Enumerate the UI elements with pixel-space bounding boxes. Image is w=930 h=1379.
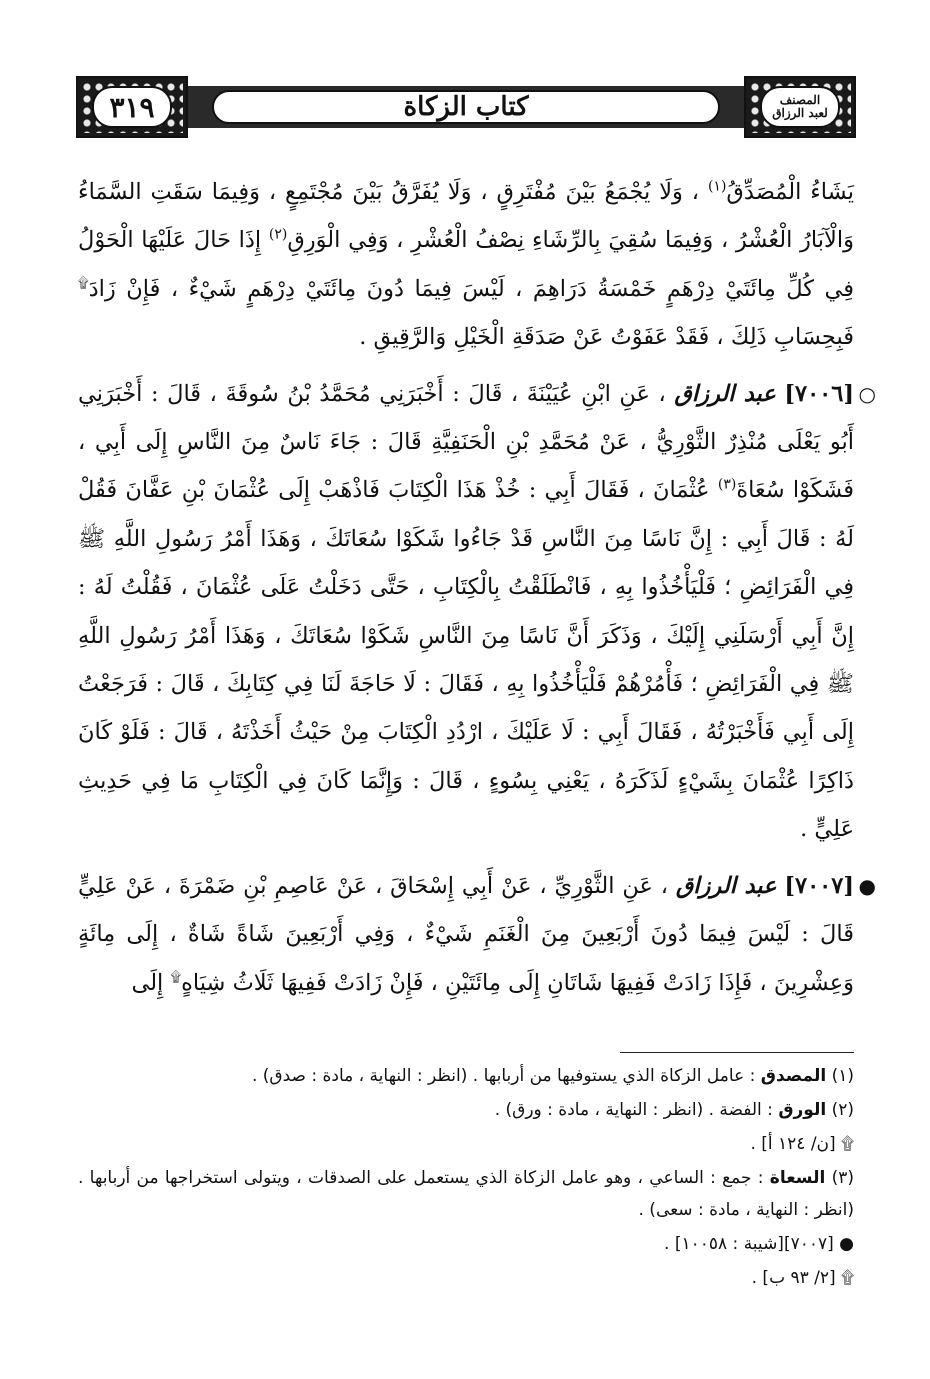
text-segment: عُثْمَانَ ، فَقَالَ أَبِي : خُذْ هَذَا الْكِتَابَ فَاذْهَبْ إِلَى عُثْمَانَ بْنِ عَفَّانَ فَقُلْ لَهُ : قَالَ أَبِي : إِنَّ نَاسًا مِنَ النَّاسِ قَدْ جَاءُوا شَكَوْا سُعَاتَكَ ، وَهَذَا أَمْرُ رَسُولِ اللَّهِ ﷺ فِي الْفَرَائِضِ ؛ فَلْيَأْخُذُوا بِهِ ، فَانْطَلَقْتُ بِالْكِتَابِ ، حَتَّى دَخَلْتُ عَلَى عُثْمَانَ ، فَقُلْتُ لَهُ : إِنَّ أَبِي أَرْسَلَنِي إِلَيْكَ ، وَذَكَرَ أَنَّ نَاسًا مِنَ النَّاسِ شَكَوْا سُعَاتَكَ ، وَهَذَا أَمْرُ رَسُولِ اللَّهِ ﷺ فِي الْفَرَائِضِ ؛ فَأْمُرْهُمْ فَلْيَأْخُذُوا بِهِ ، فَقَالَ : لَا حَاجَةَ لَنَا فِي كِتَابِكَ ، قَالَ : فَرَجَعْتُ إِلَى أَبِي فَأَخْبَرْتُهُ ، فَقَالَ أَبِي : لَا عَلَيْكَ ، ارْدُدِ الْكِتَابَ مِنْ حَيْثُ أَخَذْتَهُ ، قَالَ : فَلَوْ كَانَ ذَاكِرًا عُثْمَانَ بِشَيْءٍ لَذَكَرَهُ ، يَعْنِي بِسُوءٍ ، قَالَ : وَإِنَّمَا كَانَ فِي الْكِتَابِ مَا فِي حَدِيثِ عَلِيٍّ . [78,477,854,843]
title-band [188,86,744,128]
source-name: عبد الرزاق [675,872,777,899]
emblem-box [744,76,856,138]
footnote-number: (٢) [831,1100,854,1120]
page-header [76,76,856,138]
footnote-text: [٢/ ٩٣ ب] . [751,1268,836,1288]
page-number: ٣١٩ [109,90,155,124]
text-segment: ، وَلَا يُجْمَعُ بَيْنَ مُفْتَرِقٍ ، وَلَا يُفَرَّقُ بَيْنَ مُجْتَمِعٍ ، وَفِيمَا سَقَتِ السَّمَاءُ وَالْآبَارُ الْعُشْرُ ، وَفِيمَا سُقِيَ بِالرِّشَاءِ نِصْفُ الْعُشْرِ ، وَفِي الْوَرِقِ [78,179,854,254]
footnote-3 [78,1162,854,1226]
footnote-text: : جمع : الساعي ، وهو عامل الزكاة الذي يستعمل على الصدقات ، ويتولى استخراجها من أربابها . (انظر : النهاية ، مادة : سعى) . [78,1168,854,1220]
manuscript-marker-icon: ۩ [78,275,89,292]
manuscript-marker-icon: ۩ [841,1268,854,1288]
hadith-number: [٧٠٠٦] [784,380,854,407]
emblem-line-2: لعبد الرزاق [772,106,828,120]
footnote-term: السعاة [769,1168,826,1188]
text-segment: ، عَنِ الثَّوْرِيِّ ، عَنْ أَبِي إِسْحَاقَ ، عَنْ عَاصِمِ بْنِ ضَمْرَةَ ، عَنْ عَلِيٍّ قَالَ : لَيْسَ فِيمَا دُونَ أَرْبَعِينَ مِنَ الْغَنَمِ شَيْءٌ ، وَفِي أَرْبَعِينَ شَاةً شَاةٌ ، إِلَى مِائَةٍ وَعِشْرِينَ ، فَإِذَا زَادَتْ فَفِيهَا شَاتَانِ إِلَى مِائَتَيْنِ ، فَإِنْ زَادَتْ فَفِيهَا ثَلَاثُ شِيَاهٍ [78,872,854,996]
text-segment: إِذَا حَالَ عَلَيْهَا الْحَوْلُ فِي كُلِّ مِائَتَيْ دِرْهَمٍ خَمْسَةُ دَرَاهِمَ ، لَيْسَ فِيمَا دُونَ مِائَتَيْ دِرْهَمٍ شَيْءٌ ، فَإِنْ زَادَ [78,227,854,302]
text-segment: إِلَى [131,969,164,996]
footnote-text: : الفضة . (انظر : النهاية ، مادة : ورق) . [494,1100,773,1120]
hadith-number: [٧٠٠٧] [784,872,855,899]
page-number-badge [92,86,172,128]
footnotes [78,1060,854,1296]
footnote-number: (٣) [831,1168,855,1188]
book-emblem [760,86,840,128]
manuscript-marker-icon: ۩ [170,969,182,985]
hollow-circle-icon: ○ [858,381,876,406]
source-name: عبد الرزاق [674,380,776,407]
emblem-line-1: المصنف [779,93,821,107]
hadith-7006 [78,370,876,854]
footnote-1 [78,1060,854,1092]
title-frame [212,90,720,124]
text-segment: ، عَنِ ابْنِ عُيَيْنَةَ ، قَالَ : أَخْبَرَنِي مُحَمَّدُ بْنُ سُوقَةَ ، قَالَ : أَخْبَرَنِي أَبُو يَعْلَى مُنْذِرٌ الثَّوْرِيُّ ، عَنْ مُحَمَّدِ بْنِ الْحَنَفِيَّةِ قَالَ : جَاءَ نَاسٌ مِنَ النَّاسِ إِلَى أَبِي ، فَشَكَوْا سُعَاةَ [78,380,855,504]
text-segment: فَبِحِسَابِ ذَلِكَ ، فَقَدْ عَفَوْتُ عَنْ صَدَقَةِ الْخَيْلِ وَالرَّقِيقِ . [359,324,854,351]
hadith-7007 [78,862,876,1007]
footnote-text: [ن/ ١٢٤ أ] . [750,1134,836,1154]
footnote-manuscript-2 [78,1262,854,1294]
book-title: كتاب الزكاة [403,92,529,122]
main-text [78,168,876,1007]
footnote-term: المصدق [760,1066,827,1086]
footnote-2 [78,1094,854,1126]
text-segment: يَشَاءُ الْمُصَدِّقُ [726,179,854,205]
manuscript-marker-icon: ۩ [841,1134,854,1154]
footnote-number: (١) [831,1066,854,1086]
filled-circle-icon: ● [858,873,876,898]
footnote-manuscript-1 [78,1128,854,1160]
footnote-term: الورق [778,1100,827,1120]
emblem-text [772,94,828,120]
footnote-source-ref [78,1228,854,1260]
footnote-ref-2[interactable]: (٢) [268,226,288,243]
footnote-divider [620,1052,854,1053]
footnote-text: : عامل الزكاة الذي يستوفيها من أربابها . (انظر : النهاية ، مادة : صدق) . [251,1066,756,1086]
filled-circle-icon: ● [839,1234,854,1254]
footnote-ref-3[interactable]: (٣) [717,476,737,493]
page-number-box [76,76,188,138]
footnote-text: [٧٠٠٧][شيبة : ١٠٠٥٨] . [664,1234,834,1254]
paragraph-continuation [78,168,854,362]
footnote-ref-1[interactable]: (١) [707,178,727,195]
